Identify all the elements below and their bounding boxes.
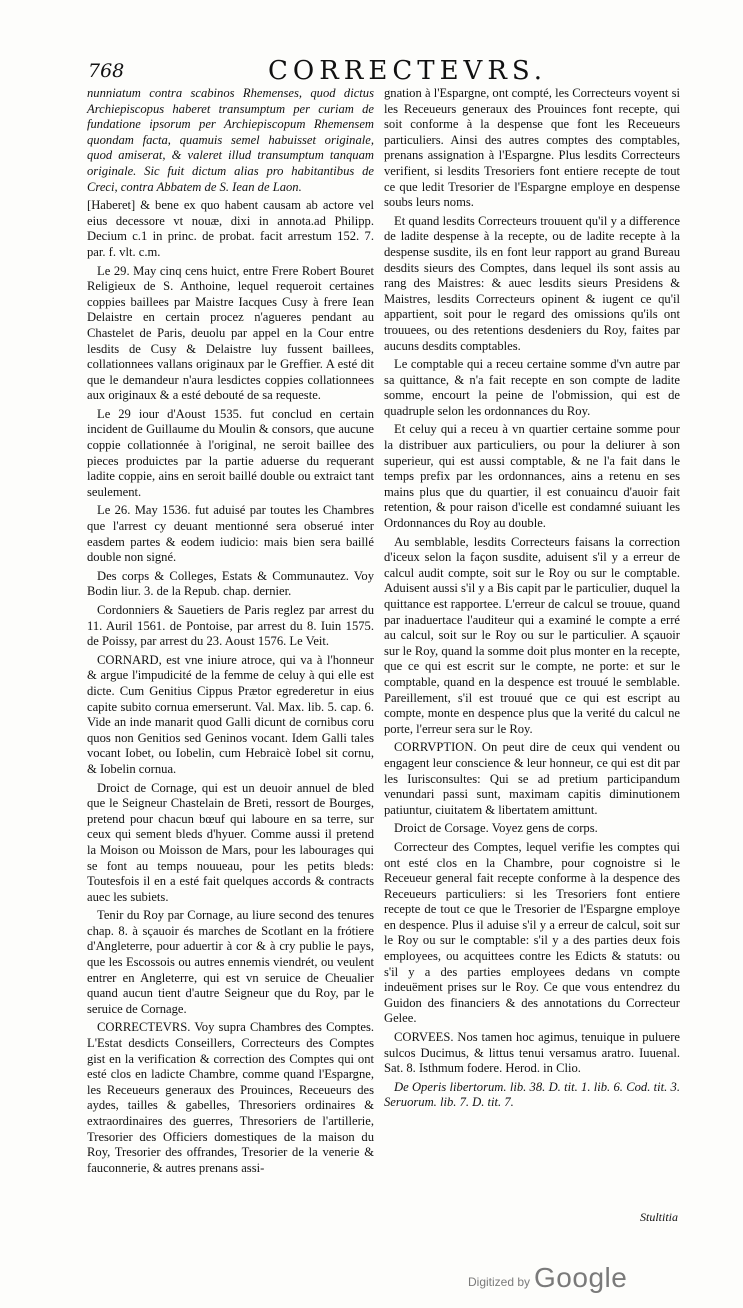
paragraph: Et quand lesdits Correcteurs trouuent qu'il y a difference de ladite despense à la recepte, ou de ladite recepte à la despense susdite, ils en font leur rapport au grand Bureau desdits sieurs des Comptes, dans lequel ils sont assis au rang des Maistres: & auec lesdits sieurs Presidens & Maistres, lesdits Correcteurs opinent & iugent ce qu'il appartient, soit pour le regard des omissions qu'ils ont trouuees, ou des retentions desdeniers du Roy, faites par aucuns desdits comptables.	[384, 213, 680, 353]
running-title: CORRECTEVRS.	[268, 56, 548, 86]
paragraph: Des corps & Colleges, Estats & Communautez. Voy Bodin liur. 3. de la Repub. chap. dernier.	[87, 568, 374, 599]
paragraph: Le 29. May cinq cens huict, entre Frere Robert Bouret Religieux de S. Anthoine, lequel requeroit certaines coppies baillees par Maistre Iacques Cusy à frere Iean Delaistre en certain procez n'agueres pendant au Chastelet de Paris, deuolu par appel en la Cour entre lesdits de Cusy & Delaistre luy fussent baillees, collationnees vallans originaux par le Greffier. A esté dit que le demandeur n'aura lesdictes coppies collationnees aux originaux & a esté debouté de sa requeste.	[87, 263, 374, 403]
paragraph: Correcteur des Comptes, lequel verifie les comptes qui ont esté clos en la Chambre, pour cognoistre si le Receueur general fait recepte conforme à la despence des Receueurs particuliers: si les Tresoriers font entiere recepte de tout ce que le Tresorier de l'Espargne employe en despence. Plus il aduise s'il y a erreur de calcul, soit sur le Roy ou sur le comptable: s'il y a des parties deux fois employees, ou acquittees contre les Edicts & statuts: ou s'il y a des parties employees dedans vn compte indeuëment prises sur le Roy. Ce que vous entendrez du Guidon des financiers & des annotations du Correcteur Gelee.	[384, 839, 680, 1026]
paragraph: Le comptable qui a receu certaine somme d'vn autre par sa quittance, & n'a fait recepte en son compte de ladite somme, encourt la peine de l'obmission, qui est de quadruple selon les ordonnances du Roy.	[384, 357, 680, 418]
paragraph: Droict de Cornage, qui est un deuoir annuel de bled que le Seigneur Chastelain de Breti, ressort de Bourges, pretend pour chacun bœuf qui laboure en sa terre, sur ceux qui sement bleds d'hyuer. Comme aussi il pretend la Moison ou Moisson de Mars, pour les labourages qui se font au temps nouueau, pour les petits bleds: Toutesfois il en a esté fait quelques accords & contracts auec les subiets.	[87, 780, 374, 904]
left-column	[87, 86, 374, 1179]
google-logo: Google	[534, 1262, 628, 1293]
catchword: Stultitia	[640, 1210, 679, 1224]
digitized-watermark	[468, 1262, 627, 1294]
digitized-prefix: Digitized by	[468, 1275, 531, 1289]
paragraph: CORRECTEVRS. Voy supra Chambres des Comptes. L'Estat desdicts Conseillers, Correcteurs des Comptes gist en la verification & correction des Comptes qui ont esté clos en ladicte Chambre, comme quand l'Espargne, les Receueurs generaux des Prouinces, Receueurs des aydes, tailles & gabelles, Thresoriers ordinaires & extraordinaires des guerres, Thresoriers de l'artillerie, Tresorier des Officiers domestiques de la maison du Roy, Tresorier des offrandes, Tresorier de la venerie & fauconnerie, & autres prenans assi-	[87, 1020, 374, 1175]
paragraph: CORNARD, est vne iniure atroce, qui va à l'honneur & argue l'impudicité de la femme de celuy à qui elle est dicte. Cum Genitius Cippus Prætor egrederetur in eius capite subito cornua emerserunt. Val. Max. lib. 5. cap. 6. Vide an inde manarit quod Galli dicunt de cornibus coru quos non Genitios sed Geninos vocant. Idem Galli tales vocant Iobet, ou Iobelin, cum Hebraicè Iobel sit cornu, & Iobelin cornua.	[87, 652, 374, 776]
paragraph: Et celuy qui a receu à vn quartier certaine somme pour la distribuer aux particuliers, ou pour la deliurer à son superieur, qui est aussi comptable, & ne l'a fait dans le temps prefix par les ordonnances, ains a retenu en ses mains plus que du quartier, il est conuaincu d'auoir fait retention, & pour raison d'icelle est condamné suiuant les Ordonnances du Roy au double.	[384, 422, 680, 531]
page-number: 768	[88, 60, 125, 82]
paragraph: CORVEES. Nos tamen hoc agimus, tenuique in puluere sulcos Ducimus, & littus tenui versamus aratro. Iuuenal. Sat. 8. Isthmum fodere. Herod. in Clio.	[384, 1030, 680, 1076]
paragraph: gnation à l'Espargne, ont compté, les Correcteurs voyent si les Receueurs generaux des Prouinces font recepte, qui soit conforme à la despense que font les Receueurs particuliers. Ainsi des autres comptes des comptables, prenans assignation à l'Espargne. Plus lesdits Correcteurs verifient, si lesdits Tresoriers font entiere recepte de tout ce que ledit Tresorier de l'Espargne employe en despense soubs leurs noms.	[384, 86, 680, 210]
paragraph: Au semblable, lesdits Correcteurs faisans la correction d'iceux selon la façon susdite, aduisent s'il y a erreur de calcul audit compte, soit sur le Roy ou sur le comptable. Aduisent aussi s'il y a Bis capit par le particulier, duquel la quittance est rapportee. L'erreur de calcul se trouue, quand par inaduertace l'auditeur qui a examiné le compte a erré au calcul, soit sur le Roy ou sur le particulier. A sçauoir sur le Roy, quand la somme doit plus monter en la recepte, que ce qui est escrit sur le compte, ne porte: et sur le comptable, quand en la despence est trouué le semblable. Pareillement, s'il est trouué que ce qui est escript au compte, monte en despence plus que la verité du calcul ne porte, l'erreur sera sur le Roy.	[384, 534, 680, 736]
paragraph: Le 29 iour d'Aoust 1535. fut conclud en certain incident de Guillaume du Moulin & consors, que aucune coppie collationnée à l'original, ne seroit baillee des pieces produictes par la partie aduerse du requerant ladite coppie, ains en seroit baillé double ou extraict tant seulement.	[87, 406, 374, 499]
right-column	[384, 86, 680, 1114]
paragraph: nunniatum contra scabinos Rhemenses, quod dictus Archiepiscopus haberet transumptum per curiam de fundatione ipsorum per Archiepiscopum Rhemensem quondam facta, quamuis semel habuisset originale, quod amiserat, & valeret illud transumptum tanquam originale. Sic fuit dictum alias pro habitantibus de Creci, contra Abbatem de S. Iean de Laon.	[87, 86, 374, 194]
paragraph: Droict de Corsage. Voyez gens de corps.	[394, 821, 598, 836]
paragraph: CORRVPTION. On peut dire de ceux qui vendent ou engagent leur conscience & leur honneur, ce qui est dit par les Iurisconsultes: Qui se ad pretium participandum venundari passi sunt, maximam capitis diminutionem patiuntur, ciuitatem & libertatem amittunt.	[384, 740, 680, 817]
paragraph: Le 26. May 1536. fut aduisé par toutes les Chambres que l'arrest cy deuant mentionné sera obserué inter easdem partes & eodem iudicio: mais bien sera baillé double non signé.	[87, 503, 374, 565]
paragraph: Tenir du Roy par Cornage, au liure second des tenures chap. 8. à sçauoir és marches de Scotlant en la frótiere d'Angleterre, pour aduertir à cor & à cry publie le pays, que les Escossois ou autres ennemis viendrét, ou veulent entrer en Angleterre, qui est vn seruice de Cheualier quand aucun tient d'autre Seigneur que du Roy, par le seruice de Cornage.	[87, 908, 374, 1016]
paragraph: [Haberet] & bene ex quo habent causam ab actore vel eius decessore vt nouæ, dixi in annota.ad Philipp. Decium c.1 in princ. de probat. facit arrestum 152. 7. par. f. vlt. c.m.	[87, 198, 374, 259]
paragraph: Cordonniers & Sauetiers de Paris reglez par arrest du 11. Auril 1561. de Pontoise, par arrest du 8. Iuin 1575. de Poissy, par arrest du 23. Aoust 1576. Le Veit.	[87, 603, 374, 649]
page-header	[0, 56, 743, 88]
paragraph: De Operis libertorum. lib. 38. D. tit. 1. lib. 6. Cod. tit. 3. Seruorum. lib. 7. D. tit. 7.	[384, 1079, 680, 1110]
